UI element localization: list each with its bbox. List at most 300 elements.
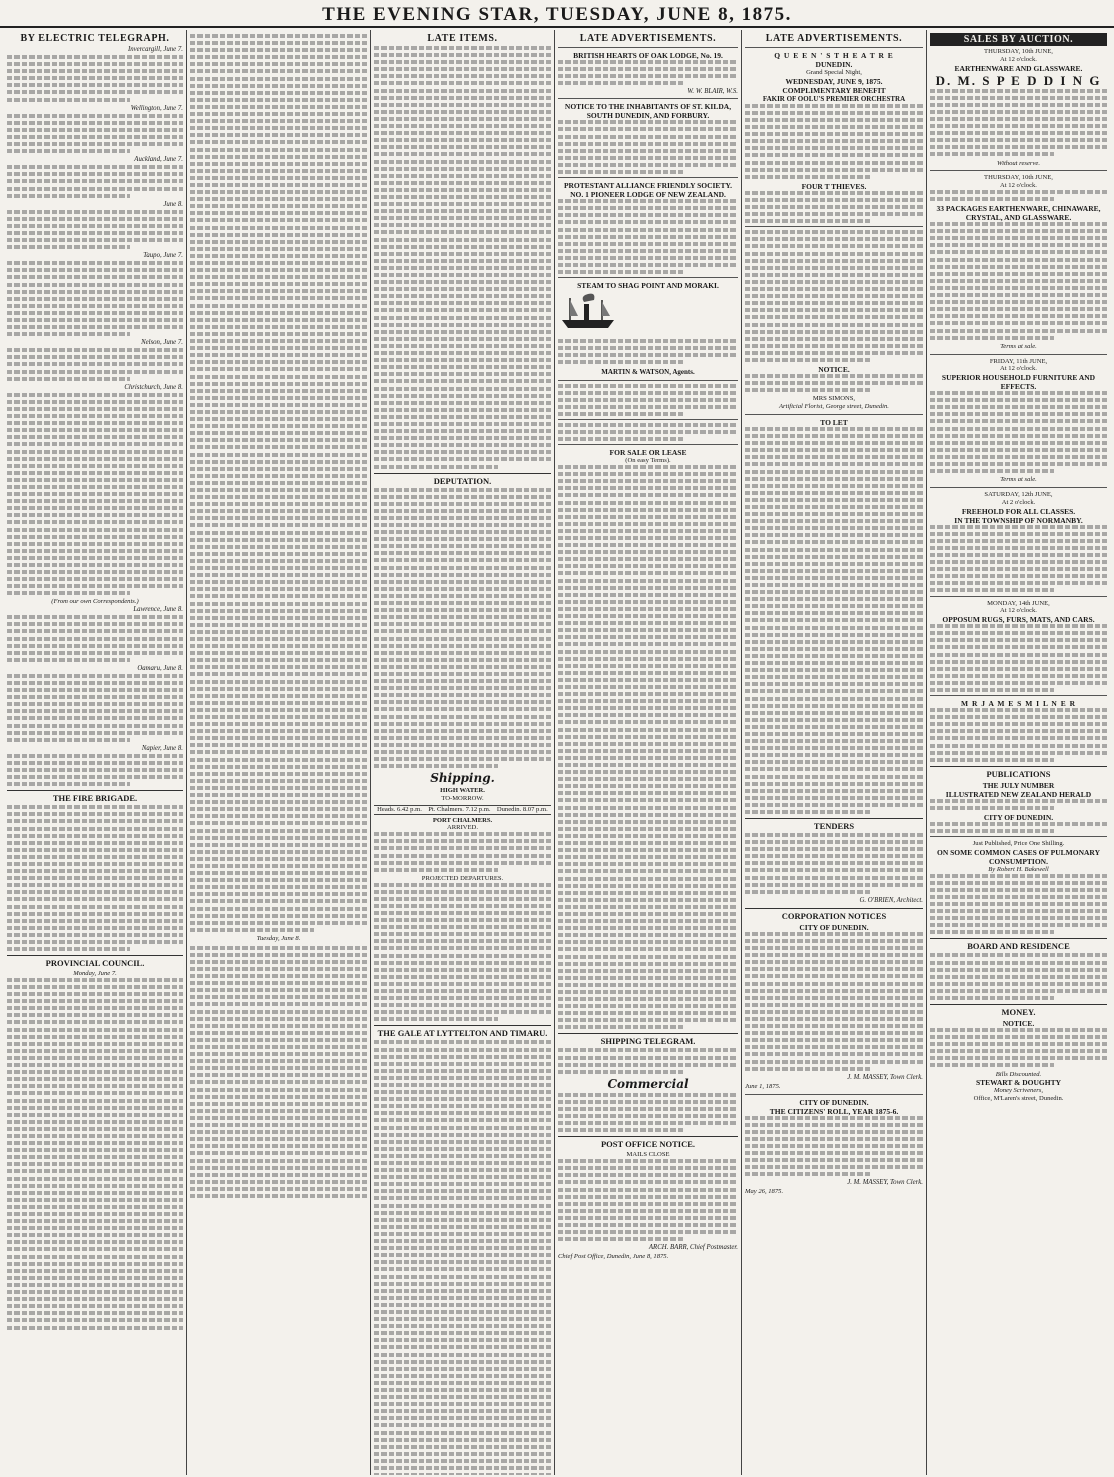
text-line	[930, 258, 1107, 262]
text-line	[7, 485, 183, 489]
text-line	[745, 125, 923, 129]
monday-day: MONDAY, 14th JUNE,	[987, 599, 1050, 607]
text-line	[374, 188, 551, 192]
text-line	[190, 268, 367, 272]
text-line	[374, 846, 551, 850]
text-line	[7, 1063, 183, 1067]
text-line	[558, 720, 738, 724]
text-line	[190, 431, 367, 435]
text-line	[374, 1040, 551, 1044]
text-line	[190, 481, 367, 485]
text-line	[745, 753, 923, 757]
text-line	[190, 502, 367, 506]
text-line	[374, 1267, 551, 1271]
text-line	[374, 530, 551, 534]
text-line	[7, 172, 183, 176]
text-line	[374, 764, 498, 768]
text-line	[930, 236, 1107, 240]
text-line	[7, 1226, 183, 1230]
text-line	[190, 807, 367, 811]
text-line	[558, 228, 738, 232]
text-line	[374, 465, 498, 469]
text-line	[7, 135, 183, 139]
text-line	[7, 1191, 183, 1195]
stewart-sub: Money Scriveners,	[993, 1087, 1044, 1095]
text-line	[745, 448, 923, 452]
text-line	[558, 798, 738, 802]
text-line	[7, 1290, 183, 1294]
text-line	[190, 445, 367, 449]
text-line	[558, 220, 738, 224]
text-line	[7, 499, 183, 503]
text-line	[745, 1024, 923, 1028]
text-line	[7, 1113, 183, 1117]
divider	[930, 487, 1107, 488]
text-line	[190, 1130, 367, 1134]
text-line	[930, 806, 1054, 810]
text-line	[558, 529, 738, 533]
text-line	[745, 989, 923, 993]
text-line	[745, 237, 923, 241]
text-line	[374, 1246, 551, 1250]
text-line	[745, 960, 923, 964]
text-line	[190, 545, 367, 549]
text-line	[745, 953, 923, 957]
text-line	[374, 287, 551, 291]
text-line	[7, 1283, 183, 1287]
text-line	[745, 358, 870, 362]
roll-sign: J. M. MASSEY, Town Clerk.	[847, 1179, 923, 1187]
text-line	[190, 353, 367, 357]
text-line	[190, 1052, 367, 1056]
mails-close: MAILS CLOSE	[626, 1151, 670, 1159]
text-line	[7, 121, 183, 125]
corp-date: June 1, 1875.	[745, 1082, 781, 1090]
text-line	[558, 642, 738, 646]
text-line	[558, 127, 738, 131]
text-line	[558, 1188, 738, 1192]
text-line	[745, 767, 923, 771]
text-line	[930, 419, 1107, 423]
text-line	[558, 919, 738, 923]
commercial-heading: Commercial	[607, 1076, 689, 1091]
text-line	[190, 1095, 367, 1099]
text-line	[374, 989, 551, 993]
text-line	[374, 223, 551, 227]
text-line	[930, 131, 1107, 135]
text-line	[374, 1395, 551, 1399]
text-line	[7, 318, 183, 322]
text-line	[190, 197, 367, 201]
text-line	[374, 117, 551, 121]
text-line	[558, 493, 738, 497]
text-line	[190, 112, 367, 116]
text-line	[745, 1144, 923, 1148]
text-line	[745, 434, 923, 438]
text-line	[930, 138, 1107, 142]
text-line	[374, 1147, 551, 1151]
text-line	[745, 796, 923, 800]
text-line	[7, 194, 130, 198]
text-line	[374, 1211, 551, 1215]
text-line	[930, 434, 1107, 438]
text-line	[190, 1116, 367, 1120]
text-line	[558, 940, 738, 944]
text-line	[374, 457, 551, 461]
text-line	[190, 1088, 367, 1092]
text-line	[190, 953, 367, 957]
tenders-heading: TENDERS	[745, 818, 923, 831]
text-line	[558, 806, 738, 810]
text-line	[190, 793, 367, 797]
text-line	[374, 608, 551, 612]
text-line	[558, 735, 738, 739]
text-line	[745, 562, 923, 566]
divider	[558, 419, 738, 420]
text-line	[7, 325, 183, 329]
text-line	[930, 300, 1107, 304]
text-line	[930, 546, 1107, 550]
text-line	[7, 584, 183, 588]
text-line	[374, 1196, 551, 1200]
text-line	[374, 131, 551, 135]
text-line	[7, 165, 183, 169]
text-line	[374, 1168, 551, 1172]
text-line	[745, 301, 923, 305]
text-line	[558, 156, 738, 160]
text-line	[558, 1048, 738, 1052]
text-line	[7, 1013, 183, 1017]
text-line	[374, 1303, 551, 1307]
text-line	[190, 687, 367, 691]
text-line	[7, 1084, 183, 1088]
text-line	[190, 814, 367, 818]
divider	[558, 380, 738, 381]
post-sign: ARCH. BARR, Chief Postmaster.	[648, 1244, 738, 1252]
text-line	[745, 946, 923, 950]
text-line	[190, 289, 367, 293]
text-line	[930, 1049, 1107, 1053]
shipping-heading: Shipping.	[430, 771, 495, 786]
text-line	[190, 829, 367, 833]
text-line	[930, 1035, 1107, 1039]
text-line	[190, 821, 367, 825]
text-line	[374, 280, 551, 284]
text-line	[930, 1042, 1107, 1046]
text-line	[190, 523, 367, 527]
text-line	[374, 450, 551, 454]
text-line	[745, 668, 923, 672]
text-line	[374, 946, 551, 950]
text-line	[558, 997, 738, 1001]
divider	[558, 98, 738, 99]
text-line	[7, 1198, 183, 1202]
text-line	[930, 874, 1107, 878]
text-line	[7, 542, 183, 546]
text-line	[374, 1104, 551, 1108]
text-line	[7, 855, 183, 859]
text-line	[745, 198, 923, 202]
text-line	[558, 74, 738, 78]
text-line	[558, 777, 738, 781]
text-line	[745, 789, 923, 793]
text-line	[7, 1205, 183, 1209]
text-line	[745, 427, 923, 431]
text-line	[7, 348, 183, 352]
text-line	[190, 69, 367, 73]
text-line	[930, 688, 1054, 692]
stewart-doughty: STEWART & DOUGHTY	[975, 1078, 1062, 1088]
text-line	[374, 387, 551, 391]
text-line	[930, 667, 1107, 671]
foresters-title: BRITISH HEARTS OF OAK LODGE, No. 19.	[573, 51, 723, 60]
text-line	[7, 812, 183, 816]
text-line	[190, 701, 367, 705]
text-line	[190, 396, 367, 400]
text-line	[190, 1151, 367, 1155]
text-line	[190, 1038, 367, 1042]
text-line	[374, 1232, 551, 1236]
text-line	[374, 1260, 551, 1264]
text-line	[374, 1381, 551, 1385]
text-line	[190, 1002, 367, 1006]
text-line	[558, 650, 738, 654]
text-line	[558, 884, 738, 888]
text-line	[7, 1233, 183, 1237]
text-line	[745, 868, 923, 872]
text-line	[374, 516, 551, 520]
text-line	[930, 1056, 1107, 1060]
text-line	[190, 715, 367, 719]
text-line	[190, 55, 367, 59]
text-line	[745, 330, 923, 334]
divider	[930, 836, 1107, 837]
text-line	[190, 921, 367, 925]
text-line	[7, 890, 183, 894]
pub-city: CITY OF DUNEDIN.	[983, 812, 1054, 822]
text-line	[374, 1416, 551, 1420]
text-line	[745, 675, 923, 679]
sale2-time: At 12 o'clock.	[1000, 182, 1037, 190]
text-line	[7, 1276, 183, 1280]
text-line	[190, 453, 367, 457]
text-line	[7, 761, 183, 765]
text-line	[7, 187, 183, 191]
text-line	[374, 968, 551, 972]
steam-sign: MARTIN & WATSON, Agents.	[601, 367, 695, 376]
monday-time: At 12 o'clock.	[1000, 607, 1037, 615]
text-line	[190, 1073, 367, 1077]
divider	[745, 414, 923, 415]
text-line	[7, 528, 183, 532]
divider	[930, 354, 1107, 355]
text-line	[558, 586, 738, 590]
text-line	[190, 616, 367, 620]
text-line	[190, 651, 367, 655]
text-line	[374, 854, 551, 858]
text-line	[558, 728, 738, 732]
text-line	[745, 618, 923, 622]
text-line	[7, 1077, 183, 1081]
text-line	[558, 1237, 684, 1241]
text-line	[374, 665, 551, 669]
text-line	[374, 750, 551, 754]
text-line	[745, 519, 923, 523]
late-items-heading: LATE ITEMS.	[427, 33, 498, 44]
text-line	[558, 472, 738, 476]
text-line	[374, 757, 551, 761]
text-line	[374, 273, 551, 277]
text-line	[745, 876, 923, 880]
text-line	[374, 53, 551, 57]
dateline: Napier, June 8.	[141, 744, 183, 752]
text-line	[930, 190, 1107, 194]
tide-heads: Heads. 6.42 p.m.	[377, 805, 422, 813]
text-line	[374, 1438, 551, 1442]
text-line	[558, 60, 738, 64]
text-line	[190, 946, 367, 950]
text-line	[374, 1225, 551, 1229]
corp-sign: J. M. MASSEY, Town Clerk.	[847, 1073, 923, 1081]
text-line	[374, 693, 551, 697]
text-line	[190, 772, 367, 776]
text-line	[7, 311, 183, 315]
text-line	[745, 1031, 923, 1035]
text-line	[190, 736, 367, 740]
text-line	[190, 226, 367, 230]
text-line	[745, 711, 923, 715]
text-line	[930, 441, 1107, 445]
pub-title: ON SOME COMMON CASES OF PULMONARY CONSUMPTION.	[937, 847, 1100, 866]
text-line	[745, 1017, 923, 1021]
text-line	[7, 1297, 183, 1301]
text-line	[7, 478, 183, 482]
divider	[930, 170, 1107, 171]
text-line	[374, 46, 551, 50]
text-line	[930, 681, 1107, 685]
text-line	[558, 1107, 738, 1111]
text-line	[558, 1173, 738, 1177]
text-line	[374, 245, 551, 249]
queens-fakir: FAKIR OF OOLU'S PREMIER ORCHESTRA	[762, 94, 906, 103]
text-line	[7, 862, 183, 866]
divider	[558, 444, 738, 445]
text-line	[930, 902, 1107, 906]
roll-city: CITY OF DUNEDIN.	[799, 1097, 869, 1107]
text-line	[930, 799, 1107, 803]
text-line	[7, 622, 183, 626]
text-line	[558, 898, 738, 902]
text-line	[374, 1204, 551, 1208]
text-line	[190, 1102, 367, 1106]
text-line	[745, 230, 923, 234]
text-line	[374, 337, 551, 341]
text-line	[745, 175, 870, 179]
text-line	[558, 855, 738, 859]
text-line	[374, 174, 551, 178]
text-line	[558, 685, 738, 689]
text-line	[558, 564, 738, 568]
text-line	[558, 1018, 738, 1022]
tide-table	[374, 805, 551, 815]
text-line	[374, 996, 551, 1000]
text-line	[558, 1093, 738, 1097]
text-line	[930, 243, 1107, 247]
stewart-address: Office, M'Laren's street, Dunedin.	[973, 1095, 1064, 1103]
text-line	[745, 244, 923, 248]
text-line	[7, 506, 183, 510]
text-line	[190, 382, 367, 386]
text-line	[930, 645, 1107, 649]
queens-night: Grand Special Night,	[806, 69, 862, 76]
dateline: Oamaru, June 8.	[137, 664, 183, 672]
text-line	[558, 1223, 738, 1227]
text-line	[7, 834, 183, 838]
text-line	[7, 637, 183, 641]
text-line	[7, 297, 183, 301]
money-heading: MONEY.	[930, 1004, 1107, 1017]
text-line	[745, 1158, 923, 1162]
text-line	[190, 708, 367, 712]
text-line	[190, 304, 367, 308]
text-line	[930, 881, 1107, 885]
text-line	[190, 552, 367, 556]
text-line	[374, 601, 551, 605]
four-t-thieves: FOUR T THIEVES.	[801, 181, 867, 191]
dateline: Invercargill, June 7.	[128, 46, 183, 53]
text-line	[745, 803, 923, 807]
text-line	[190, 899, 367, 903]
text-line	[745, 212, 923, 216]
text-line	[7, 629, 183, 633]
without-reserve: Without reserve.	[997, 159, 1040, 167]
text-line	[374, 138, 551, 142]
post-date: Chief Post Office, Dunedin, June 8, 1875.	[558, 1253, 669, 1261]
text-line	[745, 746, 923, 750]
text-line	[558, 1230, 738, 1234]
text-line	[930, 469, 1054, 473]
text-line	[374, 1431, 551, 1435]
text-line	[7, 428, 183, 432]
text-line	[190, 140, 367, 144]
text-line	[558, 692, 738, 696]
divider	[930, 596, 1107, 597]
dateline: Wellington, June 7.	[130, 104, 183, 112]
text-line	[374, 911, 551, 915]
text-line	[745, 640, 923, 644]
text-line	[745, 351, 923, 355]
text-line	[558, 912, 738, 916]
text-line	[745, 337, 923, 341]
illustrated-herald: ILLUSTRATED NEW ZEALAND HERALD	[945, 789, 1092, 799]
text-line	[190, 41, 367, 45]
text-line	[930, 653, 1107, 657]
text-line	[190, 162, 367, 166]
text-line	[7, 674, 183, 678]
text-line	[374, 1310, 551, 1314]
text-line	[930, 968, 1107, 972]
text-line	[7, 407, 183, 411]
text-line	[558, 813, 738, 817]
text-line	[374, 89, 551, 93]
text-line	[190, 680, 367, 684]
text-line	[190, 786, 367, 790]
text-line	[7, 370, 183, 374]
tide-dunedin: Dunedin. 8.07 p.m.	[496, 805, 548, 813]
text-line	[374, 580, 551, 584]
text-line	[7, 1318, 183, 1322]
column-council-report	[187, 30, 371, 1475]
